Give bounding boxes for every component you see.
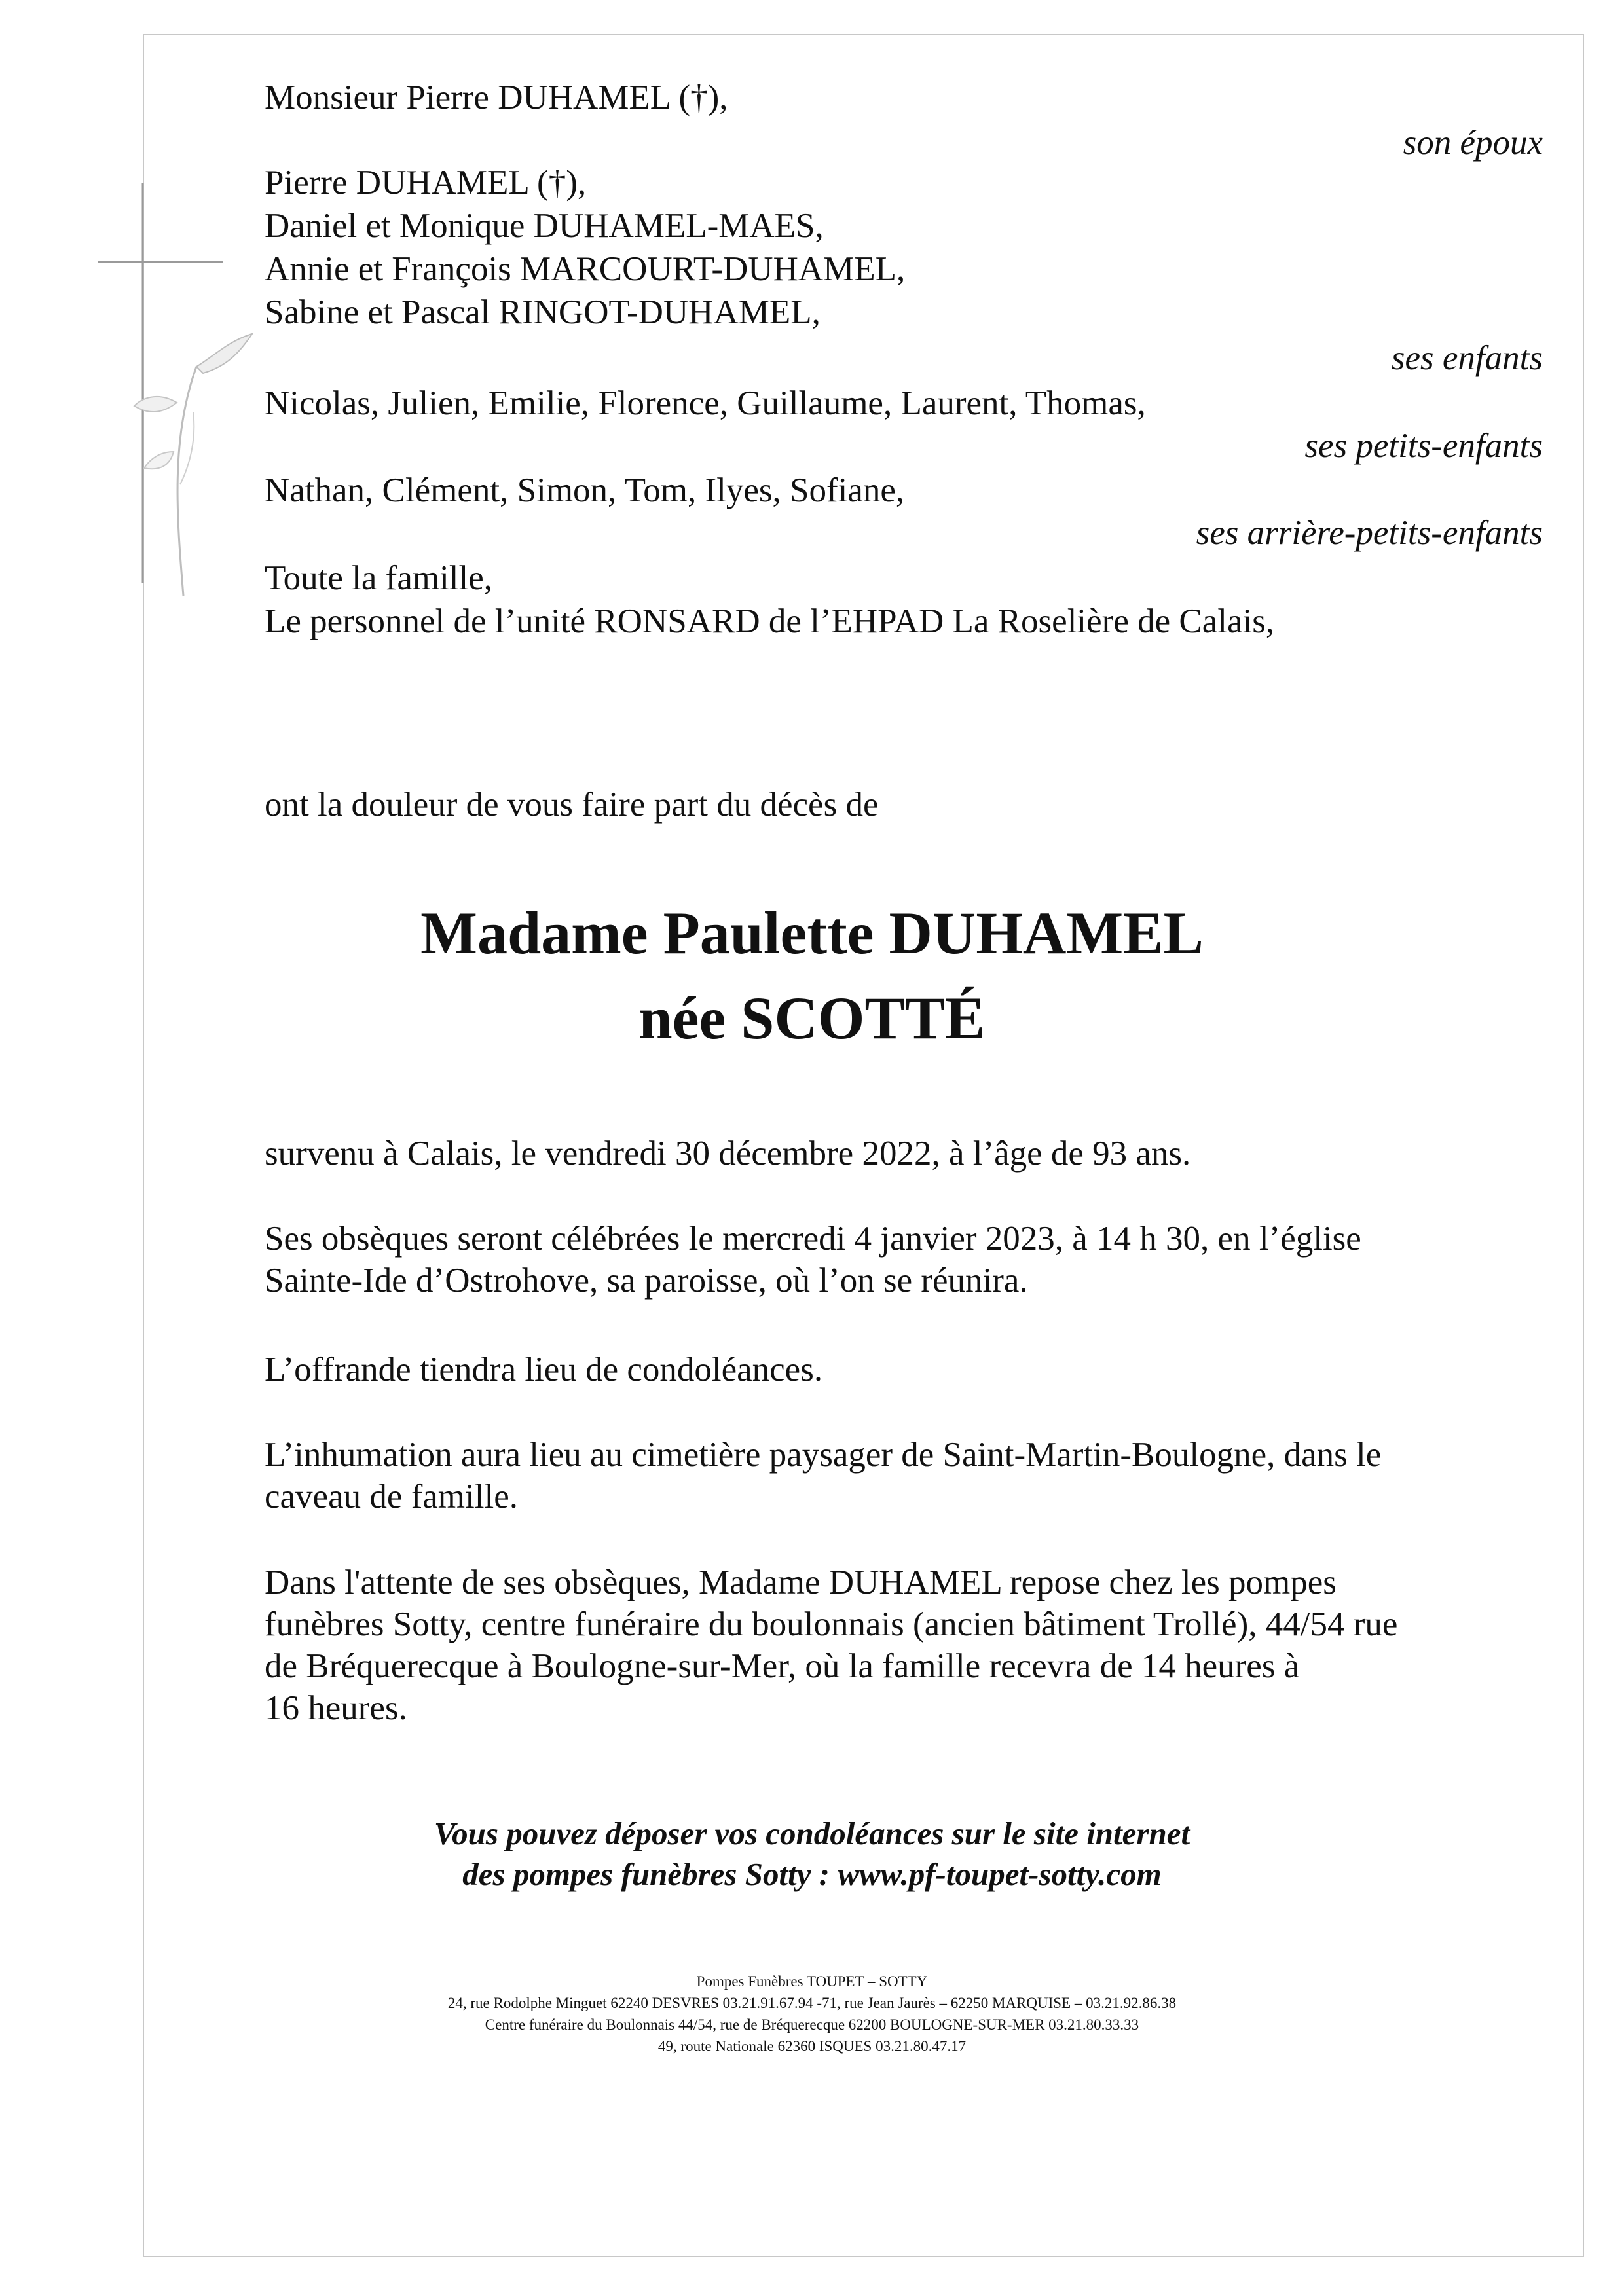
rest-paragraph: [265, 1561, 1541, 1729]
family-line: Monsieur Pierre DUHAMEL (†),: [265, 79, 728, 117]
text-line: de Bréquerecque à Boulogne-sur-Mer, où la famille recevra de 14 heures à: [265, 1647, 1300, 1685]
relation-label: ses enfants: [1391, 339, 1543, 377]
text-line: survenu à Calais, le vendredi 30 décembre 2022, à l’âge de 93 ans.: [265, 1135, 1191, 1173]
family-line: Nicolas, Julien, Emilie, Florence, Guillaume, Laurent, Thomas,: [265, 384, 1146, 422]
deceased-maiden-name: née SCOTTÉ: [638, 985, 986, 1051]
footer-address: 24, rue Rodolphe Minguet 62240 DESVRES 03.21.91.67.94 -71, rue Jean Jaurès – 62250 MARQUISE – 03.21.92.86.38: [447, 1995, 1177, 2011]
relation-label: ses arrière-petits-enfants: [1196, 514, 1543, 552]
family-line: Annie et François MARCOURT-DUHAMEL,: [265, 250, 906, 288]
relation-label: son époux: [1403, 124, 1543, 162]
burial-paragraph: [265, 1434, 1541, 1518]
footer-address: Centre funéraire du Boulonnais 44/54, rue de Bréquerecque 62200 BOULOGNE-SUR-MER 03.21.80.33.33: [485, 2016, 1139, 2033]
text-line: 16 heures.: [265, 1689, 407, 1727]
text-line: L’offrande tiendra lieu de condoléances.: [265, 1351, 823, 1389]
family-line: Toute la famille,: [265, 559, 493, 597]
relation-label: ses petits-enfants: [1304, 427, 1543, 465]
footer-address: 49, route Nationale 62360 ISQUES 03.21.80.47.17: [657, 2038, 967, 2054]
text-line: funèbres Sotty, centre funéraire du boulonnais (ancien bâtiment Trollé), 44/54 rue: [265, 1605, 1398, 1643]
family-line: Daniel et Monique DUHAMEL-MAES,: [265, 207, 824, 245]
family-line: Nathan, Clément, Simon, Tom, Ilyes, Sofiane,: [265, 471, 905, 509]
family-line: Le personnel de l’unité RONSARD de l’EHPAD La Roselière de Calais,: [265, 602, 1275, 640]
footer-company: Pompes Funèbres TOUPET – SOTTY: [696, 1973, 928, 1990]
text-line: Ses obsèques seront célébrées le mercredi 4 janvier 2023, à 14 h 30, en l’église: [265, 1220, 1361, 1258]
condolences-line: des pompes funèbres Sotty : www.pf-toupet-sotty.com: [462, 1856, 1162, 1892]
text-line: caveau de famille.: [265, 1478, 518, 1516]
announcement-text: ont la douleur de vous faire part du décès de: [265, 786, 879, 824]
family-line: Pierre DUHAMEL (†),: [265, 164, 587, 202]
text-line: Sainte-Ide d’Ostrohove, sa paroisse, où l’on se réunira.: [265, 1262, 1028, 1300]
deceased-name: Madame Paulette DUHAMEL: [420, 900, 1204, 966]
funeral-paragraph: [265, 1218, 1541, 1302]
offering-paragraph: [265, 1349, 1541, 1391]
family-line: Sabine et Pascal RINGOT-DUHAMEL,: [265, 293, 821, 331]
text-line: L’inhumation aura lieu au cimetière paysager de Saint-Martin-Boulogne, dans le: [265, 1436, 1382, 1474]
condolences-line: Vous pouvez déposer vos condoléances sur le site internet: [434, 1815, 1190, 1851]
cross-with-lilies-icon: [98, 177, 268, 596]
death-paragraph: [265, 1133, 1541, 1175]
text-line: Dans l'attente de ses obsèques, Madame DUHAMEL repose chez les pompes: [265, 1563, 1337, 1601]
